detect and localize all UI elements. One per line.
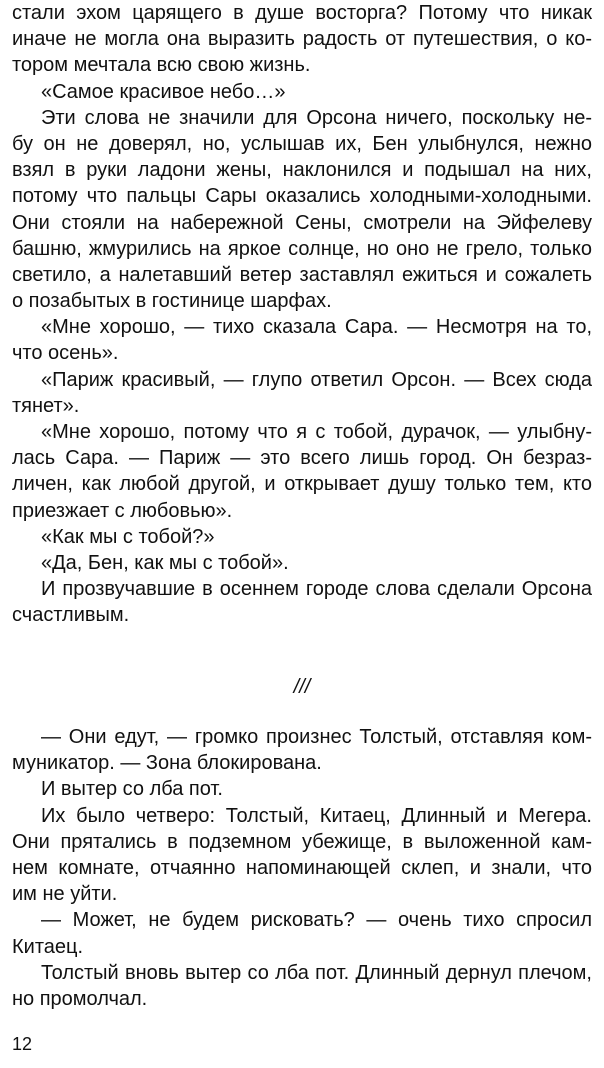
page-number: 12 <box>12 1034 33 1054</box>
text-line: тором мечтала всю свою жизнь. <box>12 54 311 77</box>
text-line: взял в руки ладони жены, наклонился и подышал на них, <box>12 159 592 182</box>
text-line: «Мне хорошо, — тихо сказала Сара. — Несмотря на то, <box>41 316 592 339</box>
paragraph <box>12 419 592 524</box>
text-line: муникатор. — Зона блокирована. <box>12 752 322 775</box>
text-line: И прозвучавшие в осеннем городе слова сделали Орсона <box>41 578 592 601</box>
text-line: о позабытых в гостинице шарфах. <box>12 290 332 313</box>
text-line: бу он не доверял, но, услышав их, Бен улыбнулся, нежно <box>12 132 592 155</box>
text-line: счастливым. <box>12 604 130 627</box>
paragraph <box>12 907 592 959</box>
paragraph <box>12 524 592 550</box>
text-line: «Париж красивый, — глупо ответил Орсон. — Всех сюда <box>41 368 592 391</box>
paragraph <box>12 803 592 908</box>
paragraph <box>12 367 592 419</box>
text-line: «Как мы с тобой?» <box>41 525 215 548</box>
paragraph <box>12 105 592 315</box>
section-separator: /// <box>293 676 311 698</box>
text-line: приезжает с любовью». <box>12 499 233 522</box>
text-line: Они прятались в подземном убежище, в выложенной кам- <box>12 830 592 853</box>
text-line: И вытер со лба пот. <box>41 778 223 801</box>
paragraph <box>12 314 592 366</box>
paragraph <box>12 79 592 105</box>
text-line: Они стояли на набережной Сены, смотрели на Эйфелеву <box>12 211 592 234</box>
text-line: башню, жмурились на яркое солнце, но оно не грело, только <box>12 237 592 260</box>
paragraph <box>12 960 592 1012</box>
text-line: но промолчал. <box>12 987 148 1010</box>
text-block-bottom <box>12 724 592 1012</box>
text-line: им не уйти. <box>12 883 118 906</box>
text-line: лась Сара. — Париж — это всего лишь город. Он безраз- <box>12 447 592 470</box>
text-line: Эти слова не значили для Орсона ничего, поскольку не- <box>41 106 592 129</box>
paragraph <box>12 0 592 79</box>
text-line: личен, как любой другой, и открывает душу только тем, кто <box>12 473 592 496</box>
text-block-top <box>12 0 592 629</box>
text-line: что осень». <box>12 342 119 365</box>
paragraph <box>12 550 592 576</box>
text-line: иначе не могла она выразить радость от путешествия, о ко- <box>12 28 592 51</box>
text-line: Их было четверо: Толстый, Китаец, Длинный и Мегера. <box>41 804 592 827</box>
text-line: «Да, Бен, как мы с тобой». <box>41 551 289 574</box>
text-line: светило, а налетавший ветер заставлял ежиться и сожалеть <box>12 263 592 286</box>
text-line: Китаец. <box>12 935 84 958</box>
text-line: «Мне хорошо, потому что я с тобой, дурачок, — улыбну- <box>41 421 592 443</box>
paragraph <box>12 776 592 802</box>
text-line: — Они едут, — громко произнес Толстый, отставляя ком- <box>41 726 592 748</box>
text-line: стали эхом царящего в душе восторга? Потому что никак <box>12 2 592 24</box>
text-line: — Может, не будем рисковать? — очень тихо спросил <box>41 909 592 932</box>
text-line: «Самое красивое небо…» <box>41 80 286 103</box>
text-line: Толстый вновь вытер со лба пот. Длинный дернул плечом, <box>41 961 592 984</box>
text-line: потому что пальцы Сары оказались холодными-холодными. <box>12 185 592 208</box>
text-line: тянет». <box>12 394 80 417</box>
paragraph <box>12 576 592 628</box>
paragraph <box>12 724 592 776</box>
text-line: нем комнате, отчаянно напоминающей склеп, и знали, что <box>12 856 592 879</box>
